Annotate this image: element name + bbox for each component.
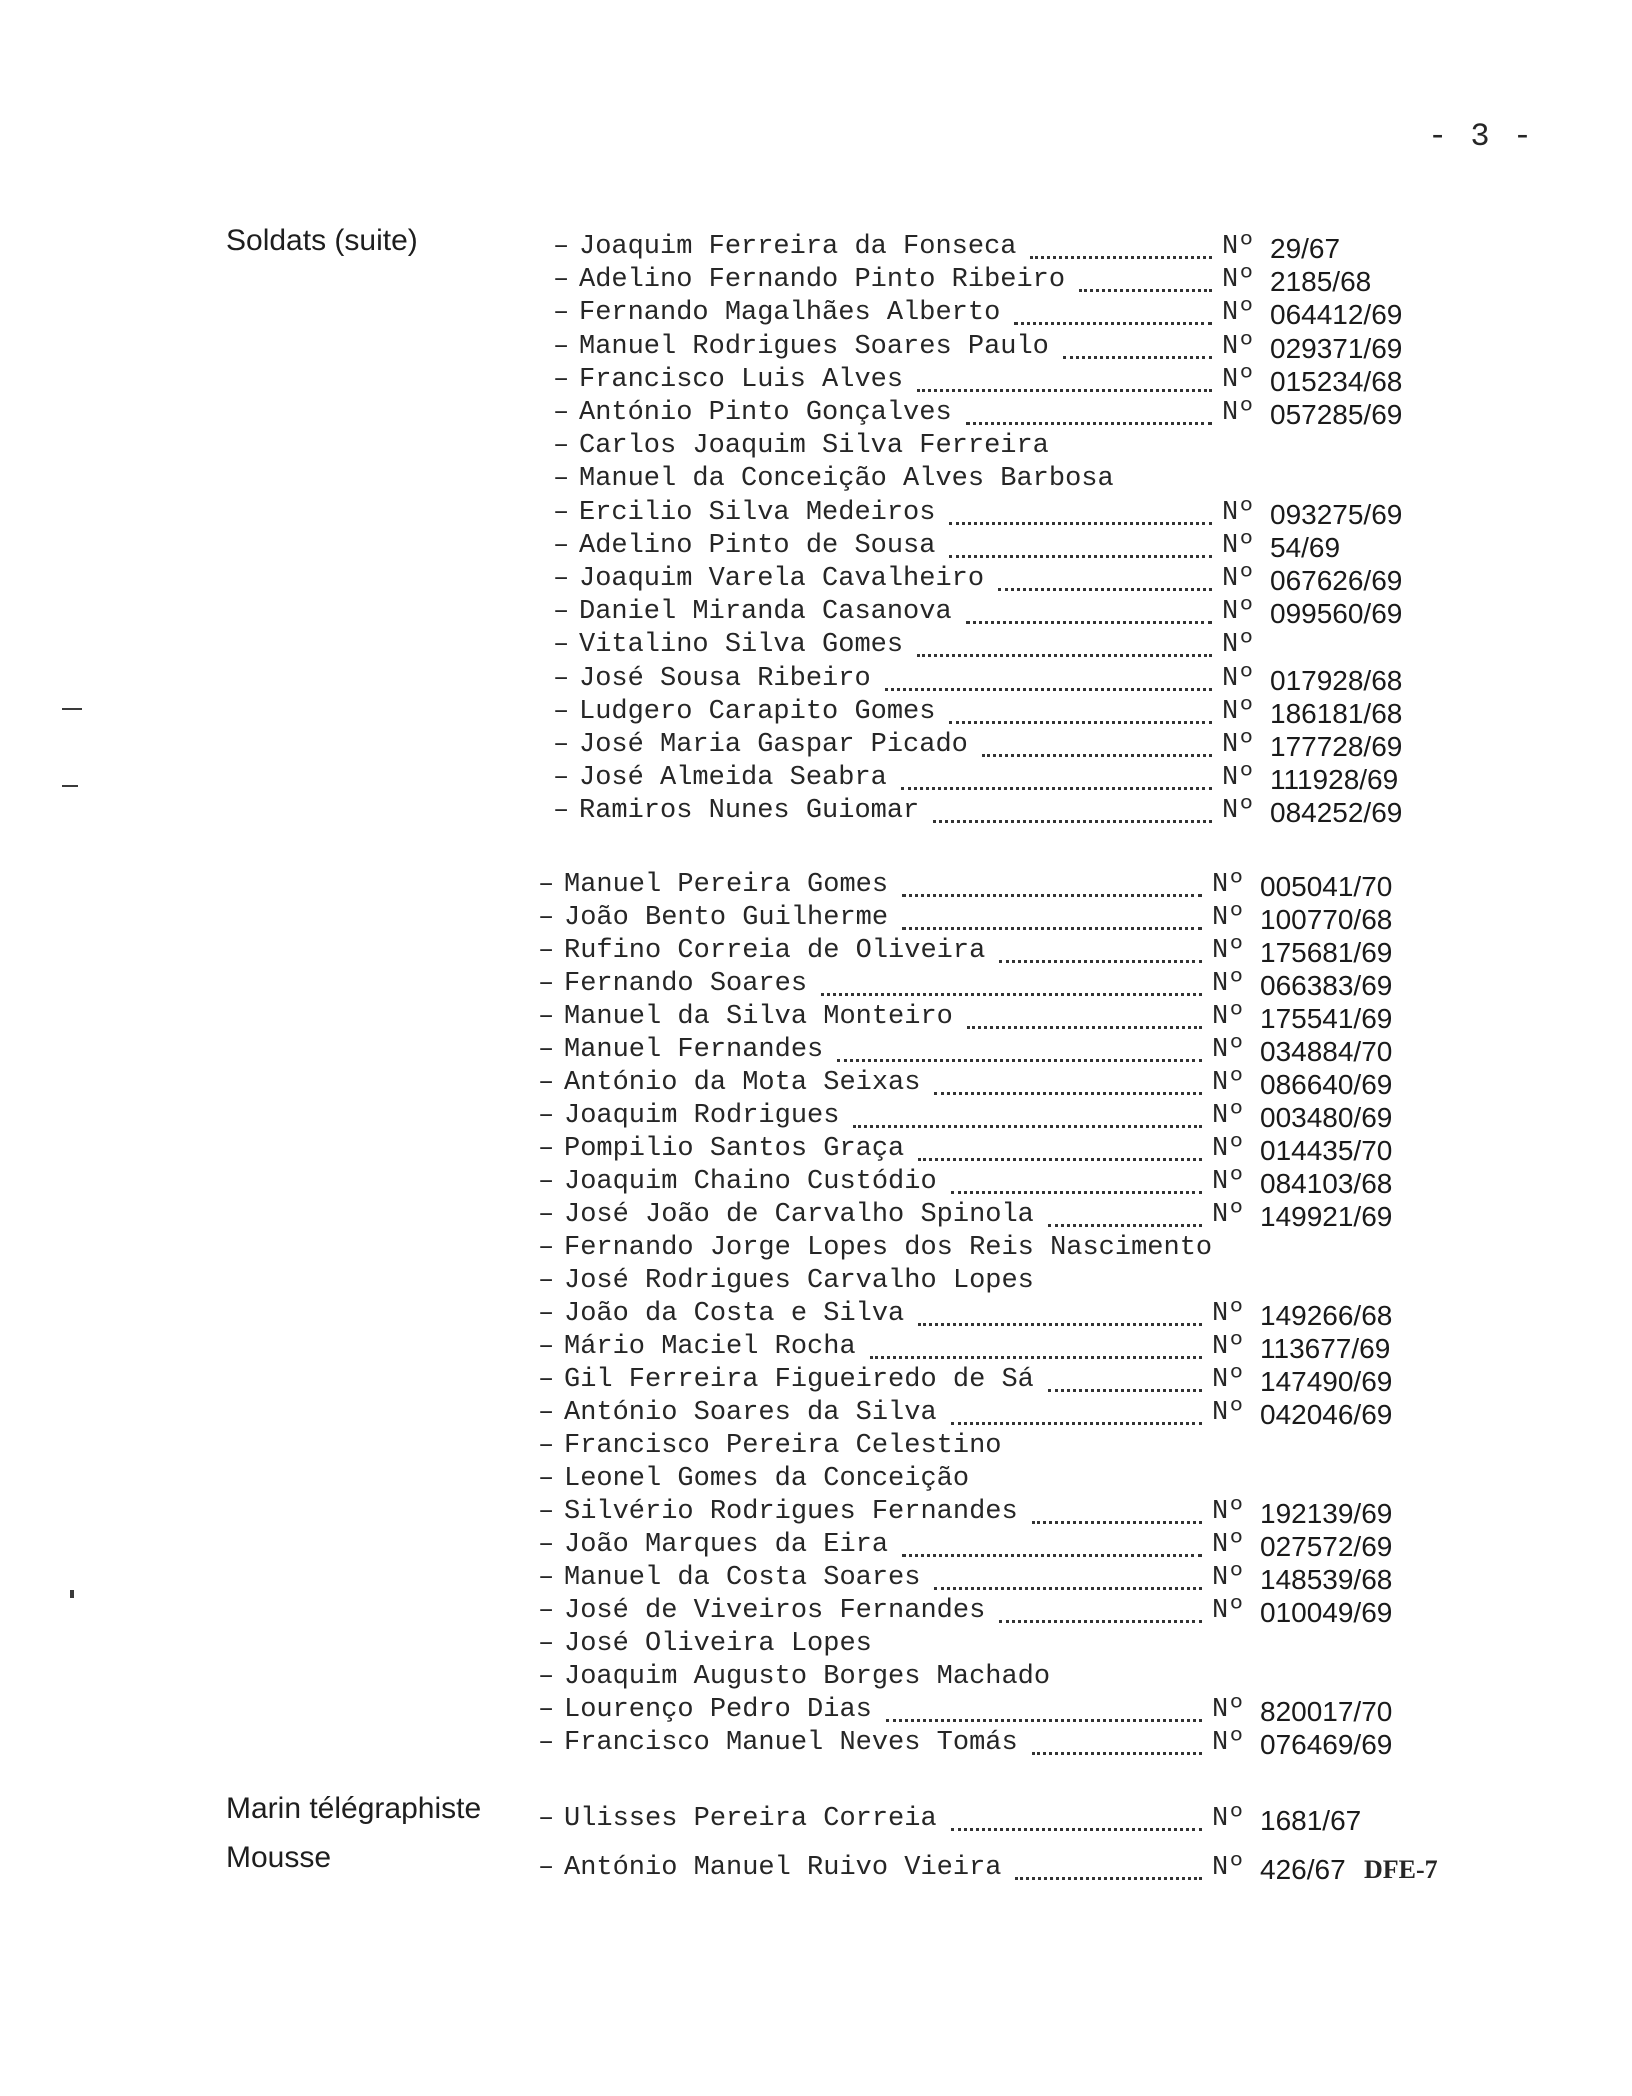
number-prefix: Nº [1212,870,1245,900]
person-name: António Pinto Gonçalves [579,398,952,428]
list-item [538,1563,1470,1593]
dot-leader [1015,1877,1202,1880]
dot-leader [902,927,1202,930]
page-number: - 3 - [1428,118,1535,155]
list-item [538,969,1470,999]
number-prefix: Nº [1222,730,1255,760]
dash-bullet: – [553,697,570,727]
list-item [553,398,1470,428]
dash-bullet: – [538,1299,555,1329]
number-prefix: Nº [1222,796,1255,826]
dash-bullet: – [538,1002,555,1032]
service-number: 192139/69 [1260,1498,1393,1529]
dot-leader [966,422,1212,425]
number-prefix: Nº [1212,1332,1245,1362]
dash-bullet: – [538,1464,555,1494]
dash-bullet: – [553,597,570,627]
dot-leader [1063,356,1212,359]
dash-bullet: – [538,1035,555,1065]
list-item [538,1200,1470,1230]
person-name: João da Costa e Silva [564,1299,905,1329]
list-item [538,1431,1470,1461]
list-item [538,903,1470,933]
list-item [538,1804,1470,1834]
person-name: José João de Carvalho Spinola [564,1200,1034,1230]
dash-bullet: – [553,298,570,328]
person-name: Fernando Soares [564,969,808,999]
cabin-boy-section-label: Mousse [226,1841,332,1874]
number-prefix: Nº [1212,1134,1245,1164]
dot-leader [999,1620,1202,1623]
dash-bullet: – [553,796,570,826]
dash-bullet: – [538,1068,555,1098]
service-number: 148539/68 [1260,1564,1393,1595]
dash-bullet: – [538,1804,555,1834]
dash-bullet: – [553,464,570,494]
dot-leader [821,993,1202,996]
service-number: 100770/68 [1260,904,1393,935]
number-prefix: Nº [1222,697,1255,727]
dot-leader [902,894,1202,897]
list-item [553,564,1470,594]
person-name: Joaquim Chaino Custódio [564,1167,937,1197]
dot-leader [1048,1224,1202,1227]
dash-bullet: – [538,936,555,966]
dot-leader [885,688,1212,691]
list-item [553,365,1470,395]
service-number: 010049/69 [1260,1597,1393,1628]
list-item [538,1629,1470,1659]
person-name: Manuel Fernandes [564,1035,824,1065]
service-number: 034884/70 [1260,1036,1393,1067]
dot-leader [949,555,1212,558]
list-item [553,265,1470,295]
dot-leader [998,588,1212,591]
person-name: Manuel da Silva Monteiro [564,1002,953,1032]
person-name: Fernando Magalhães Alberto [579,298,1001,328]
person-name: Lourenço Pedro Dias [564,1695,872,1725]
dash-bullet: – [538,1596,555,1626]
list-item [538,1233,1470,1263]
number-prefix: Nº [1212,1068,1245,1098]
service-number: 177728/69 [1270,731,1403,762]
person-name: José Rodrigues Carvalho Lopes [564,1266,1034,1296]
list-item [553,664,1470,694]
person-name: Francisco Luis Alves [579,365,904,395]
person-name: José Almeida Seabra [579,763,887,793]
number-prefix: Nº [1222,597,1255,627]
dot-leader [934,1092,1202,1095]
list-item [538,870,1470,900]
list-item [538,1068,1470,1098]
person-name: Silvério Rodrigues Fernandes [564,1497,1018,1527]
person-name: António Soares da Silva [564,1398,937,1428]
dot-leader [967,1026,1202,1029]
service-number: 149266/68 [1260,1300,1393,1331]
dot-leader [951,1191,1202,1194]
number-prefix: Nº [1222,531,1255,561]
dash-bullet: – [538,1563,555,1593]
list-item [553,730,1470,760]
service-number: 147490/69 [1260,1366,1393,1397]
dash-bullet: – [538,903,555,933]
service-number: 029371/69 [1270,333,1403,364]
list-item [538,1134,1470,1164]
service-number: 175681/69 [1260,937,1393,968]
dash-bullet: – [538,1662,555,1692]
person-name: Joaquim Varela Cavalheiro [579,564,985,594]
list-item [553,597,1470,627]
service-number: 29/67 [1270,233,1341,264]
dash-bullet: – [538,1431,555,1461]
list-item [553,431,1470,461]
person-name: Mário Maciel Rocha [564,1332,856,1362]
person-name: Manuel da Conceição Alves Barbosa [579,464,1114,494]
dash-bullet: – [538,1200,555,1230]
person-name: Gil Ferreira Figueiredo de Sá [564,1365,1034,1395]
person-name: Joaquim Augusto Borges Machado [564,1662,1051,1692]
dot-leader [917,389,1212,392]
dash-bullet: – [538,1398,555,1428]
number-prefix: Nº [1222,498,1255,528]
number-prefix: Nº [1212,1398,1245,1428]
telegraphist-section-label: Marin télégraphiste [226,1792,482,1825]
dash-bullet: – [538,1497,555,1527]
list-item [538,1266,1470,1296]
service-number: 099560/69 [1270,598,1403,629]
person-name: Fernando Jorge Lopes dos Reis Nascimento [564,1233,1213,1263]
number-prefix: Nº [1212,1695,1245,1725]
person-name: Manuel da Costa Soares [564,1563,921,1593]
list-item [538,1662,1470,1692]
dash-bullet: – [538,1728,555,1758]
person-name: João Bento Guilherme [564,903,889,933]
dash-bullet: – [538,1695,555,1725]
number-prefix: Nº [1212,1365,1245,1395]
number-prefix: Nº [1212,1167,1245,1197]
service-number: 084103/68 [1260,1168,1393,1199]
dot-leader [901,787,1212,790]
dash-bullet: – [538,870,555,900]
list-item [538,1497,1470,1527]
dot-leader [870,1356,1202,1359]
margin-mark [70,1590,74,1598]
dot-leader [1048,1389,1202,1392]
service-number: 064412/69 [1270,299,1403,330]
number-prefix: Nº [1212,1497,1245,1527]
list-item [553,232,1470,262]
list-item [538,1035,1470,1065]
list-item [553,332,1470,362]
person-name: Carlos Joaquim Silva Ferreira [579,431,1049,461]
person-name: José Oliveira Lopes [564,1629,872,1659]
dot-leader [1030,256,1212,259]
list-item [538,1365,1470,1395]
service-number: 067626/69 [1270,565,1403,596]
dash-bullet: – [538,1101,555,1131]
list-item [538,1695,1470,1725]
dot-leader [853,1125,1202,1128]
number-prefix: Nº [1212,1596,1245,1626]
dash-bullet: – [553,498,570,528]
service-number: 111928/69 [1270,764,1399,795]
dot-leader [837,1059,1202,1062]
list-item [538,1167,1470,1197]
service-number: 2185/68 [1270,266,1372,297]
service-number: 186181/68 [1270,698,1403,729]
person-name: Vitalino Silva Gomes [579,630,904,660]
service-number: 003480/69 [1260,1102,1393,1133]
person-name: Pompilio Santos Graça [564,1134,905,1164]
dot-leader [999,960,1202,963]
number-prefix: Nº [1212,1853,1245,1883]
number-prefix: Nº [1222,763,1255,793]
dash-bullet: – [538,1167,555,1197]
dot-leader [1032,1752,1202,1755]
dot-leader [1014,322,1212,325]
dot-leader [949,522,1212,525]
list-item [553,697,1470,727]
person-name: Ulisses Pereira Correia [564,1804,937,1834]
number-prefix: Nº [1212,1530,1245,1560]
dash-bullet: – [553,763,570,793]
number-prefix: Nº [1222,630,1255,660]
list-item [553,531,1470,561]
person-name: Joaquim Ferreira da Fonseca [579,232,1017,262]
service-number: 149921/69 [1260,1201,1393,1232]
list-item [538,1398,1470,1428]
service-number: 175541/69 [1260,1003,1393,1034]
list-item [553,498,1470,528]
margin-mark [62,708,82,710]
dot-leader [951,1422,1202,1425]
dash-bullet: – [553,564,570,594]
person-name: Leonel Gomes da Conceição [564,1464,970,1494]
dash-bullet: – [553,365,570,395]
list-item [538,1530,1470,1560]
dash-bullet: – [538,1530,555,1560]
dot-leader [951,1828,1202,1831]
margin-mark [62,785,78,787]
person-name: Ludgero Carapito Gomes [579,697,936,727]
list-item [553,796,1470,826]
number-prefix: Nº [1212,1101,1245,1131]
service-number: 076469/69 [1260,1729,1393,1760]
person-name: Francisco Manuel Neves Tomás [564,1728,1018,1758]
number-prefix: Nº [1212,936,1245,966]
dot-leader [1079,289,1212,292]
person-name: Daniel Miranda Casanova [579,597,952,627]
number-prefix: Nº [1212,1804,1245,1834]
dash-bullet: – [538,969,555,999]
list-item [538,936,1470,966]
number-prefix: Nº [1222,664,1255,694]
dot-leader [902,1554,1202,1557]
number-prefix: Nº [1212,1035,1245,1065]
service-number: 093275/69 [1270,499,1403,530]
person-name: José de Viveiros Fernandes [564,1596,986,1626]
number-prefix: Nº [1212,1002,1245,1032]
person-name: Adelino Fernando Pinto Ribeiro [579,265,1066,295]
person-name: António da Mota Seixas [564,1068,921,1098]
dot-leader [933,820,1212,823]
service-number: 017928/68 [1270,665,1403,696]
dot-leader [934,1587,1202,1590]
list-item [538,1464,1470,1494]
dot-leader [918,1158,1202,1161]
dash-bullet: – [538,1629,555,1659]
number-prefix: Nº [1212,903,1245,933]
service-number: 057285/69 [1270,399,1403,430]
service-number: 015234/68 [1270,366,1403,397]
number-prefix: Nº [1222,365,1255,395]
person-name: Ercilio Silva Medeiros [579,498,936,528]
person-name: Ramiros Nunes Guiomar [579,796,920,826]
dot-leader [917,654,1212,657]
soldiers-section-label: Soldats (suite) [226,224,418,257]
number-prefix: Nº [1212,1728,1245,1758]
number-prefix: Nº [1222,265,1255,295]
dash-bullet: – [538,1266,555,1296]
service-number: 066383/69 [1260,970,1393,1001]
dash-bullet: – [538,1365,555,1395]
list-item [538,1332,1470,1362]
dash-bullet: – [538,1233,555,1263]
service-number: 027572/69 [1260,1531,1393,1562]
list-item [553,298,1470,328]
number-prefix: Nº [1212,1563,1245,1593]
dash-bullet: – [553,630,570,660]
person-name: Manuel Pereira Gomes [564,870,889,900]
list-item [538,1853,1470,1883]
number-prefix: Nº [1212,1299,1245,1329]
dash-bullet: – [538,1134,555,1164]
list-item [538,1299,1470,1329]
service-number: 113677/69 [1260,1333,1391,1364]
person-name: Joaquim Rodrigues [564,1101,840,1131]
person-name: José Maria Gaspar Picado [579,730,968,760]
list-item [538,1728,1470,1758]
list-item [553,763,1470,793]
service-number: 042046/69 [1260,1399,1393,1430]
dash-bullet: – [553,398,570,428]
number-prefix: Nº [1222,298,1255,328]
number-prefix: Nº [1222,564,1255,594]
list-item [538,1101,1470,1131]
dot-leader [1032,1521,1202,1524]
person-name: José Sousa Ribeiro [579,664,871,694]
service-number: 820017/70 [1260,1696,1393,1727]
list-item [538,1596,1470,1626]
number-prefix: Nº [1212,969,1245,999]
dot-leader [918,1323,1202,1326]
person-name: Adelino Pinto de Sousa [579,531,936,561]
number-prefix: Nº [1222,332,1255,362]
dot-leader [966,621,1212,624]
person-name: Rufino Correia de Oliveira [564,936,986,966]
service-number: 014435/70 [1260,1135,1393,1166]
dash-bullet: – [553,332,570,362]
service-number: 54/69 [1270,532,1341,563]
dash-bullet: – [553,265,570,295]
person-name: Manuel Rodrigues Soares Paulo [579,332,1049,362]
number-prefix: Nº [1222,398,1255,428]
dash-bullet: – [553,531,570,561]
document-reference: DFE-7 [1364,1855,1438,1884]
service-number: 084252/69 [1270,797,1403,828]
list-item [553,464,1470,494]
dot-leader [949,721,1212,724]
person-name: João Marques da Eira [564,1530,889,1560]
dash-bullet: – [553,730,570,760]
service-number: 005041/70 [1260,871,1393,902]
service-number: 086640/69 [1260,1069,1393,1100]
service-number: 426/67 [1260,1854,1346,1885]
service-number: 1681/67 [1260,1805,1362,1836]
number-prefix: Nº [1222,232,1255,262]
person-name: Francisco Pereira Celestino [564,1431,1002,1461]
dot-leader [982,754,1212,757]
dot-leader [886,1719,1202,1722]
number-prefix: Nº [1212,1200,1245,1230]
dash-bullet: – [538,1853,555,1883]
dash-bullet: – [553,431,570,461]
dash-bullet: – [553,232,570,262]
list-item [553,630,1470,660]
list-item [538,1002,1470,1032]
dash-bullet: – [538,1332,555,1362]
person-name: António Manuel Ruivo Vieira [564,1853,1002,1883]
dash-bullet: – [553,664,570,694]
